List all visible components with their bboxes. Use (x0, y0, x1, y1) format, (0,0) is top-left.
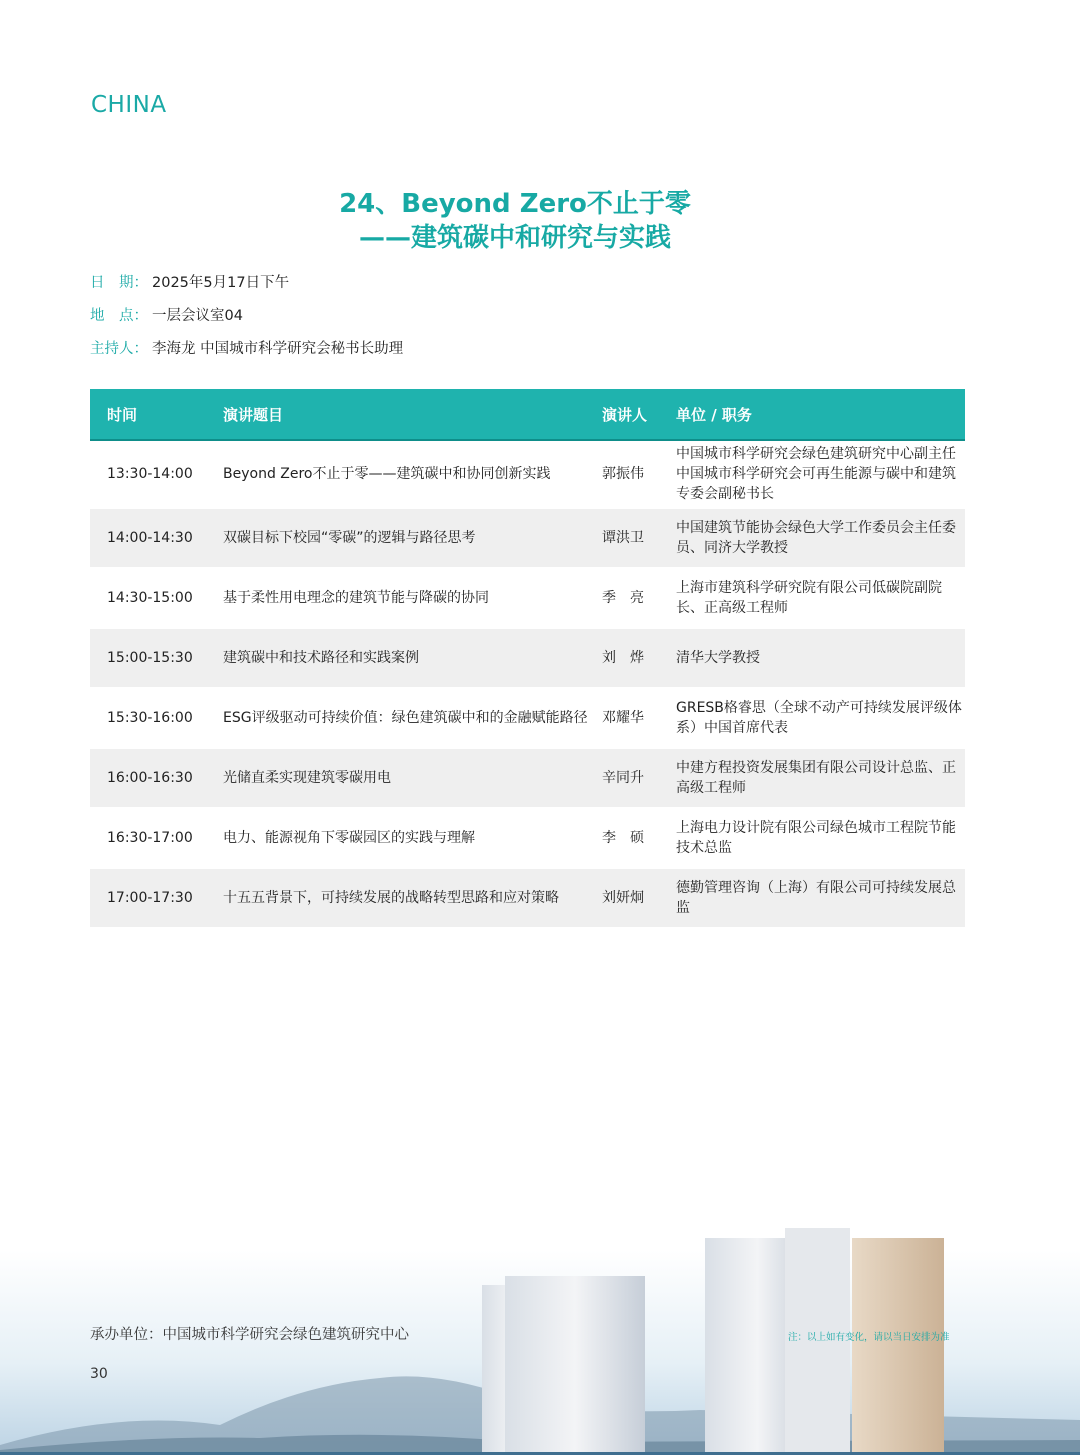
session-title: 24、Beyond Zero不止于零 (339, 189, 691, 219)
host-label: 主持人： (90, 341, 148, 357)
row-topic: 基于柔性用电理念的建筑节能与降碳的协同 (223, 568, 602, 628)
row-org: 上海市建筑科学研究院有限公司低碳院副院长、正高级工程师 (676, 568, 965, 628)
row-org: 德勤管理咨询（上海）有限公司可持续发展总监 (676, 868, 965, 928)
venue-value: 一层会议室04 (152, 308, 243, 324)
row-topic: Beyond Zero不止于零——建筑碳中和协同创新实践 (223, 440, 602, 508)
table-row (90, 748, 965, 808)
row-org: 中建方程投资发展集团有限公司设计总监、正高级工程师 (676, 748, 965, 808)
date-label: 日 期： (90, 275, 148, 291)
date-line (90, 271, 289, 292)
row-time: 14:00-14:30 (90, 508, 223, 568)
row-time: 16:30-17:00 (90, 808, 223, 868)
table-row (90, 688, 965, 748)
row-org: 清华大学教授 (676, 628, 965, 688)
row-time: 15:00-15:30 (90, 628, 223, 688)
row-speaker: 郭振伟 (602, 440, 676, 508)
agenda-table (90, 389, 965, 929)
brand-label: CHINA (91, 92, 167, 118)
header-topic: 演讲题目 (223, 389, 602, 440)
table-row (90, 508, 965, 568)
row-speaker: 刘妍炯 (602, 868, 676, 928)
row-topic: 双碳目标下校园“零碳”的逻辑与路径思考 (223, 508, 602, 568)
row-speaker: 刘 烨 (602, 628, 676, 688)
table-row (90, 568, 965, 628)
row-time: 16:00-16:30 (90, 748, 223, 808)
table-row (90, 440, 965, 508)
host-value: 李海龙 中国城市科学研究会秘书长助理 (152, 341, 404, 357)
row-topic: ESG评级驱动可持续价值：绿色建筑碳中和的金融赋能路径 (223, 688, 602, 748)
footer-host-org: 承办单位：中国城市科学研究会绿色建筑研究中心 (90, 1327, 409, 1343)
row-speaker: 辛同升 (602, 748, 676, 808)
venue-label: 地 点： (90, 308, 148, 324)
session-subtitle: ——建筑碳中和研究与实践 (358, 223, 671, 253)
row-org: 上海电力设计院有限公司绿色城市工程院节能技术总监 (676, 808, 965, 868)
host-line (90, 337, 403, 358)
table-row (90, 628, 965, 688)
header-speaker: 演讲人 (602, 389, 676, 440)
row-time: 14:30-15:00 (90, 568, 223, 628)
row-topic: 建筑碳中和技术路径和实践案例 (223, 628, 602, 688)
row-topic: 电力、能源视角下零碳园区的实践与理解 (223, 808, 602, 868)
table-row (90, 868, 965, 928)
row-org: GRESB格睿思（全球不动产可持续发展评级体系）中国首席代表 (676, 688, 965, 748)
row-speaker: 李 硕 (602, 808, 676, 868)
row-topic: 光储直柔实现建筑零碳用电 (223, 748, 602, 808)
date-value: 2025年5月17日下午 (152, 275, 290, 291)
header-org: 单位 / 职务 (676, 389, 965, 440)
row-time: 17:00-17:30 (90, 868, 223, 928)
row-org: 中国城市科学研究会绿色建筑研究中心副主任 中国城市科学研究会可再生能源与碳中和建筑专委会副秘书长 (676, 440, 965, 508)
row-speaker: 谭洪卫 (602, 508, 676, 568)
row-org: 中国建筑节能协会绿色大学工作委员会主任委员、同济大学教授 (676, 508, 965, 568)
row-speaker: 邓耀华 (602, 688, 676, 748)
row-time: 13:30-14:00 (90, 440, 223, 508)
row-time: 15:30-16:00 (90, 688, 223, 748)
row-speaker: 季 亮 (602, 568, 676, 628)
header-time: 时间 (90, 389, 223, 440)
row-topic: 十五五背景下，可持续发展的战略转型思路和应对策略 (223, 868, 602, 928)
table-header-row (90, 389, 965, 440)
page-number: 30 (90, 1366, 108, 1382)
footer-note: 注：以上如有变化，请以当日安排为准 (788, 1332, 950, 1343)
table-row (90, 808, 965, 868)
venue-line (90, 304, 243, 325)
